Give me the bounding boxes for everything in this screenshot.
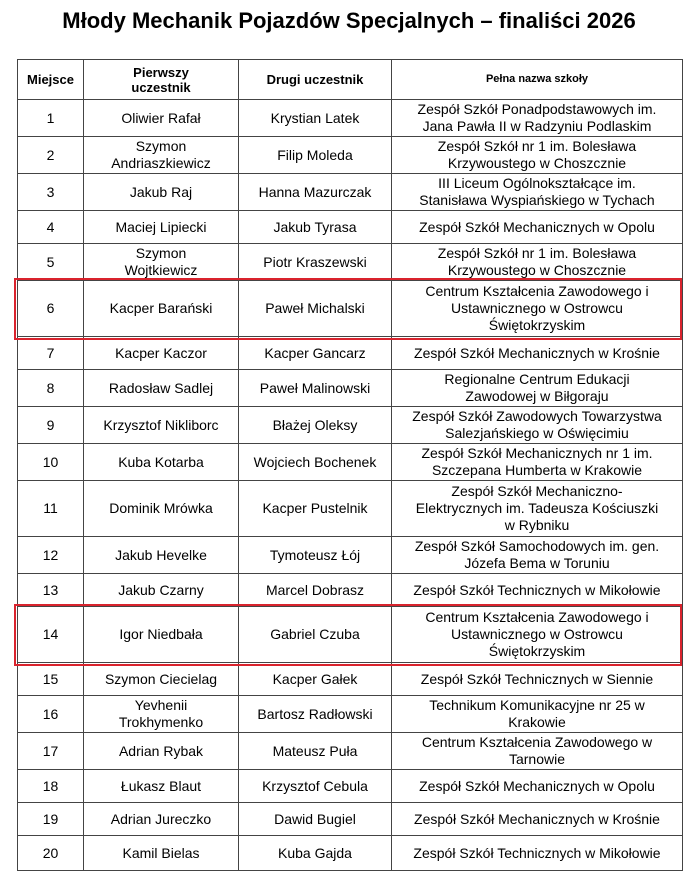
- cell-place: 2: [18, 137, 84, 174]
- cell-second-participant: Jakub Tyrasa: [239, 211, 392, 244]
- cell-first-participant: Adrian Rybak: [84, 733, 239, 770]
- cell-first-participant: Kacper Barański: [84, 281, 239, 337]
- cell-second-participant: Błażej Oleksy: [239, 407, 392, 444]
- cell-first-participant: Szymon Ciecielag: [84, 663, 239, 696]
- cell-second-participant: Gabriel Czuba: [239, 607, 392, 663]
- cell-school: Zespół Szkół Technicznych w Siennie: [392, 663, 683, 696]
- header-row: [18, 60, 683, 100]
- cell-first-participant: Kamil Bielas: [84, 836, 239, 871]
- cell-place: 20: [18, 836, 84, 871]
- cell-school: Zespół Szkół Mechanicznych w Opolu: [392, 211, 683, 244]
- cell-second-participant: Paweł Malinowski: [239, 370, 392, 407]
- cell-school: Zespół Szkół Mechaniczno- Elektrycznych im. Tadeusza Kościuszki w Rybniku: [392, 481, 683, 537]
- cell-place: 6: [18, 281, 84, 337]
- table-row: [18, 370, 683, 407]
- cell-second-participant: Kacper Gancarz: [239, 337, 392, 370]
- cell-second-participant: Marcel Dobrasz: [239, 574, 392, 607]
- cell-first-participant: Igor Niedbała: [84, 607, 239, 663]
- table-row: [18, 100, 683, 137]
- page-title: Młody Mechanik Pojazdów Specjalnych – finaliści 2026: [62, 8, 636, 33]
- cell-second-participant: Dawid Bugiel: [239, 803, 392, 836]
- table-row: [18, 607, 683, 663]
- cell-school: Zespół Szkół Mechanicznych nr 1 im. Szczepana Humberta w Krakowie: [392, 444, 683, 481]
- finalists-table: [17, 59, 683, 871]
- table-row: [18, 574, 683, 607]
- cell-school: III Liceum Ogólnokształcące im. Stanisława Wyspiańskiego w Tychach: [392, 174, 683, 211]
- table-row: [18, 537, 683, 574]
- cell-place: 10: [18, 444, 84, 481]
- cell-place: 7: [18, 337, 84, 370]
- table-row: [18, 137, 683, 174]
- cell-first-participant: Szymon Wojtkiewicz: [84, 244, 239, 281]
- cell-place: 12: [18, 537, 84, 574]
- table-row: [18, 281, 683, 337]
- table-row: [18, 770, 683, 803]
- cell-second-participant: Mateusz Puła: [239, 733, 392, 770]
- table-row: [18, 174, 683, 211]
- cell-place: 4: [18, 211, 84, 244]
- header-school: Pełna nazwa szkoły: [392, 60, 683, 100]
- table-row: [18, 803, 683, 836]
- cell-school: Centrum Kształcenia Zawodowego w Tarnowie: [392, 733, 683, 770]
- cell-second-participant: Krzysztof Cebula: [239, 770, 392, 803]
- cell-second-participant: Kacper Pustelnik: [239, 481, 392, 537]
- cell-school: Centrum Kształcenia Zawodowego i Ustawnicznego w Ostrowcu Świętokrzyskim: [392, 607, 683, 663]
- cell-second-participant: Kacper Gałek: [239, 663, 392, 696]
- cell-school: Zespół Szkół nr 1 im. Bolesława Krzywoustego w Choszcznie: [392, 244, 683, 281]
- table-row: [18, 407, 683, 444]
- cell-school: Zespół Szkół Mechanicznych w Krośnie: [392, 337, 683, 370]
- cell-place: 3: [18, 174, 84, 211]
- cell-first-participant: Łukasz Blaut: [84, 770, 239, 803]
- cell-first-participant: Kuba Kotarba: [84, 444, 239, 481]
- cell-place: 14: [18, 607, 84, 663]
- table-row: [18, 733, 683, 770]
- cell-place: 5: [18, 244, 84, 281]
- table-row: [18, 444, 683, 481]
- cell-second-participant: Bartosz Radłowski: [239, 696, 392, 733]
- cell-place: 17: [18, 733, 84, 770]
- header-second-participant: Drugi uczestnik: [239, 60, 392, 100]
- cell-place: 1: [18, 100, 84, 137]
- cell-first-participant: Maciej Lipiecki: [84, 211, 239, 244]
- cell-school: Technikum Komunikacyjne nr 25 w Krakowie: [392, 696, 683, 733]
- cell-first-participant: Radosław Sadlej: [84, 370, 239, 407]
- cell-first-participant: Dominik Mrówka: [84, 481, 239, 537]
- cell-place: 16: [18, 696, 84, 733]
- cell-first-participant: Jakub Raj: [84, 174, 239, 211]
- cell-school: Zespół Szkół Technicznych w Mikołowie: [392, 574, 683, 607]
- table-row: [18, 337, 683, 370]
- table-row: [18, 481, 683, 537]
- cell-place: 15: [18, 663, 84, 696]
- cell-first-participant: Adrian Jureczko: [84, 803, 239, 836]
- cell-place: 11: [18, 481, 84, 537]
- cell-second-participant: Piotr Kraszewski: [239, 244, 392, 281]
- cell-school: Zespół Szkół nr 1 im. Bolesława Krzywoustego w Choszcznie: [392, 137, 683, 174]
- cell-school: Zespół Szkół Mechanicznych w Opolu: [392, 770, 683, 803]
- cell-first-participant: Yevhenii Trokhymenko: [84, 696, 239, 733]
- cell-school: Centrum Kształcenia Zawodowego i Ustawnicznego w Ostrowcu Świętokrzyskim: [392, 281, 683, 337]
- cell-second-participant: Filip Moleda: [239, 137, 392, 174]
- table-row: [18, 696, 683, 733]
- table-row: [18, 836, 683, 871]
- table-row: [18, 663, 683, 696]
- table-row: [18, 211, 683, 244]
- table-row: [18, 244, 683, 281]
- cell-school: Zespół Szkół Mechanicznych w Krośnie: [392, 803, 683, 836]
- cell-second-participant: Kuba Gajda: [239, 836, 392, 871]
- cell-second-participant: Paweł Michalski: [239, 281, 392, 337]
- cell-place: 18: [18, 770, 84, 803]
- cell-first-participant: Jakub Czarny: [84, 574, 239, 607]
- cell-place: 13: [18, 574, 84, 607]
- cell-second-participant: Krystian Latek: [239, 100, 392, 137]
- cell-first-participant: Krzysztof Nikliborc: [84, 407, 239, 444]
- cell-school: Regionalne Centrum Edukacji Zawodowej w Biłgoraju: [392, 370, 683, 407]
- cell-place: 8: [18, 370, 84, 407]
- cell-school: Zespół Szkół Samochodowych im. gen. Józefa Bema w Toruniu: [392, 537, 683, 574]
- cell-school: Zespół Szkół Zawodowych Towarzystwa Salezjańskiego w Oświęcimiu: [392, 407, 683, 444]
- cell-school: Zespół Szkół Technicznych w Mikołowie: [392, 836, 683, 871]
- cell-school: Zespół Szkół Ponadpodstawowych im. Jana Pawła II w Radzyniu Podlaskim: [392, 100, 683, 137]
- cell-place: 19: [18, 803, 84, 836]
- cell-second-participant: Wojciech Bochenek: [239, 444, 392, 481]
- cell-place: 9: [18, 407, 84, 444]
- cell-first-participant: Oliwier Rafał: [84, 100, 239, 137]
- cell-second-participant: Hanna Mazurczak: [239, 174, 392, 211]
- cell-first-participant: Szymon Andriaszkiewicz: [84, 137, 239, 174]
- header-place: Miejsce: [18, 60, 84, 100]
- cell-first-participant: Kacper Kaczor: [84, 337, 239, 370]
- header-first-participant: Pierwszy uczestnik: [84, 60, 239, 100]
- cell-second-participant: Tymoteusz Łój: [239, 537, 392, 574]
- cell-first-participant: Jakub Hevelke: [84, 537, 239, 574]
